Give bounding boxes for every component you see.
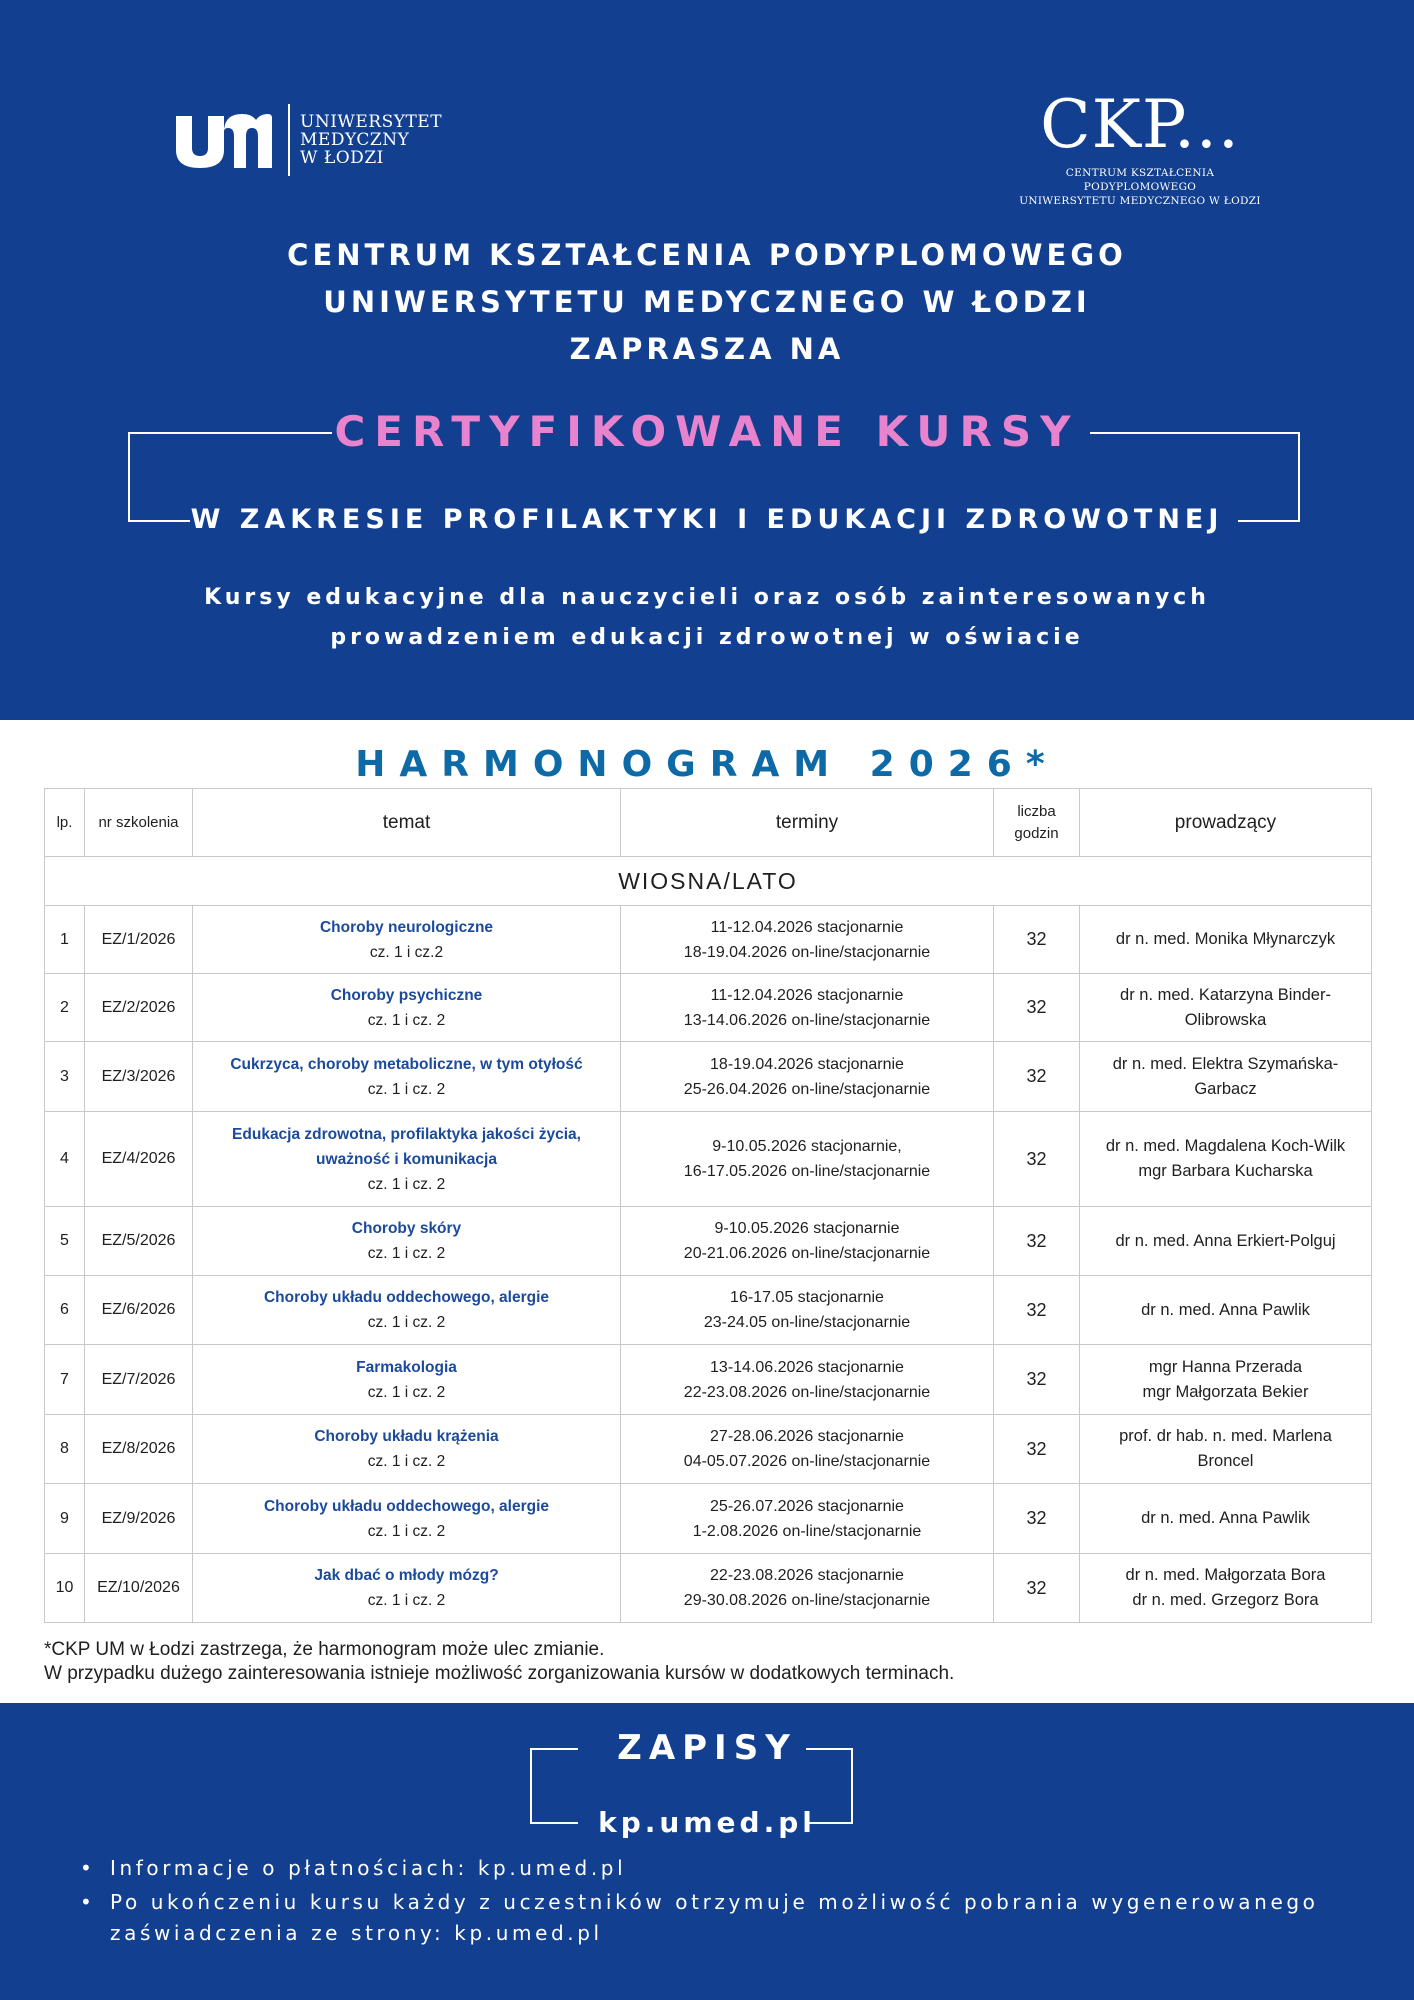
cell-lp: 7	[45, 1345, 85, 1415]
cell-nr: EZ/3/2026	[85, 1042, 193, 1112]
header-hours-line2: godzin	[1014, 824, 1059, 842]
topic-part: cz. 1 i cz. 2	[367, 1453, 446, 1470]
lead-line: Broncel	[1197, 1452, 1254, 1470]
table-row	[45, 906, 1372, 974]
cell-lead	[1080, 1207, 1372, 1276]
cell-hours: 32	[994, 974, 1080, 1042]
lead-line: mgr Małgorzata Bekier	[1142, 1382, 1309, 1401]
topic-part: cz. 1 i cz. 2	[367, 1080, 446, 1098]
table-row	[45, 1207, 1372, 1276]
cell-dates	[621, 906, 994, 974]
note-line: W przypadku dużego zainteresowania istnieje możliwość zorganizowania kursów w dodatkowych terminach.	[44, 1663, 955, 1684]
cell-lp: 2	[45, 974, 85, 1042]
cell-nr: EZ/5/2026	[85, 1207, 193, 1276]
cell-lead	[1080, 1484, 1372, 1554]
ckp-logo	[1008, 86, 1272, 208]
header-hours	[994, 789, 1080, 857]
topic-name: Choroby układu oddechowego, alergie	[263, 1289, 550, 1306]
info-item-certificate	[80, 1887, 1380, 1949]
date-line: 25-26.07.2026 stacjonarnie	[710, 1497, 904, 1515]
topic-name: Choroby skóry	[351, 1220, 462, 1237]
cell-lead	[1080, 906, 1372, 974]
cell-lp: 3	[45, 1042, 85, 1112]
cell-nr: EZ/2/2026	[85, 974, 193, 1042]
cell-dates	[621, 1276, 994, 1345]
cell-nr: EZ/10/2026	[85, 1554, 193, 1623]
cell-hours: 32	[994, 1112, 1080, 1207]
topic-name: Farmakologia	[356, 1358, 457, 1376]
cell-dates	[621, 1207, 994, 1276]
footer-banner	[0, 1703, 1414, 2000]
lead-line: Garbacz	[1194, 1079, 1257, 1098]
cell-hours: 32	[994, 906, 1080, 974]
cell-lead	[1080, 1112, 1372, 1207]
lead-line: dr n. med. Anna Pawlik	[1141, 1300, 1310, 1319]
um-logo-text	[300, 113, 442, 167]
cert-subtitle: W ZAKRESIE PROFILAKTYKI I EDUKACJI ZDROWOTNEJ	[190, 504, 1224, 535]
cell-lead	[1080, 1276, 1372, 1345]
topic-name: Cukrzyca, choroby metaboliczne, w tym otyłość	[230, 1055, 583, 1073]
cell-dates	[621, 1345, 994, 1415]
lead-line: dr n. med. Anna Pawlik	[1141, 1509, 1310, 1527]
date-line: 25-26.04.2026 on-line/stacjonarnie	[683, 1080, 931, 1098]
cell-topic	[193, 1345, 621, 1415]
cell-hours: 32	[994, 1042, 1080, 1112]
table-row	[45, 1554, 1372, 1623]
cell-lp: 8	[45, 1415, 85, 1484]
schedule-title: HARMONOGRAM 2026*	[355, 744, 1059, 785]
cell-lp: 10	[45, 1554, 85, 1623]
info-list	[80, 1853, 1380, 1952]
topic-name: Choroby układu krążenia	[314, 1428, 499, 1445]
cell-dates	[621, 1484, 994, 1554]
lead-line: dr n. med. Anna Erkiert-Polguj	[1115, 1231, 1336, 1250]
cell-dates	[621, 1415, 994, 1484]
um-logo-line3: W ŁODZI	[300, 148, 384, 168]
schedule-note	[44, 1638, 1374, 1686]
cell-nr: EZ/7/2026	[85, 1345, 193, 1415]
um-logo-divider	[288, 104, 290, 176]
date-line: 16-17.05.2026 on-line/stacjonarnie	[683, 1163, 931, 1180]
lead-line: Kursy edukacyjne dla nauczycieli oraz osób zainteresowanych	[204, 585, 1210, 610]
cell-nr: EZ/4/2026	[85, 1112, 193, 1207]
cell-hours: 32	[994, 1415, 1080, 1484]
cell-lead	[1080, 1554, 1372, 1623]
topic-name: Choroby układu oddechowego, alergie	[263, 1497, 550, 1515]
table-row	[45, 1345, 1372, 1415]
cell-topic	[193, 1112, 621, 1207]
table-header-row	[45, 789, 1372, 857]
table-row	[45, 974, 1372, 1042]
intro-heading	[0, 232, 1414, 373]
lead-line: dr n. med. Magdalena Koch-Wilk	[1105, 1137, 1346, 1155]
lead-line: dr n. med. Elektra Szymańska-	[1112, 1054, 1339, 1073]
cell-nr: EZ/8/2026	[85, 1415, 193, 1484]
table-row	[45, 1112, 1372, 1207]
note-line: *CKP UM w Łodzi zastrzega, że harmonogram może ulec zmianie.	[44, 1639, 605, 1660]
cell-topic	[193, 1207, 621, 1276]
topic-part: cz. 1 i cz. 2	[367, 1175, 446, 1193]
cell-lp: 1	[45, 906, 85, 974]
cell-dates	[621, 1042, 994, 1112]
um-logo-mark	[174, 110, 274, 170]
schedule-table	[44, 788, 1372, 1623]
table-row	[45, 1484, 1372, 1554]
topic-part: cz. 1 i cz. 2	[367, 1592, 446, 1609]
lead-line: dr n. med. Małgorzata Bora	[1125, 1566, 1326, 1584]
date-line: 11-12.04.2026 stacjonarnie	[710, 986, 904, 1004]
date-line: 23-24.05 on-line/stacjonarnie	[703, 1314, 911, 1331]
lead-text	[0, 578, 1414, 658]
header-hours-line1: liczba	[1017, 802, 1056, 820]
topic-name: uważność i komunikacja	[316, 1150, 497, 1168]
cell-lp: 4	[45, 1112, 85, 1207]
cert-title: CERTYFIKOWANE KURSY	[334, 407, 1080, 456]
date-line: 18-19.04.2026 on-line/stacjonarnie	[683, 943, 931, 961]
um-logo	[174, 104, 442, 176]
cell-nr: EZ/9/2026	[85, 1484, 193, 1554]
ckp-logo-sub1: CENTRUM KSZTAŁCENIA PODYPLOMOWEGO	[1065, 167, 1215, 193]
header-nr: nr szkolenia	[85, 789, 193, 857]
topic-part: cz. 1 i cz. 2	[367, 1245, 446, 1262]
cell-nr: EZ/6/2026	[85, 1276, 193, 1345]
date-line: 20-21.06.2026 on-line/stacjonarnie	[683, 1245, 931, 1262]
cell-topic	[193, 974, 621, 1042]
cell-hours: 32	[994, 1484, 1080, 1554]
table-row	[45, 1415, 1372, 1484]
date-line: 18-19.04.2026 stacjonarnie	[710, 1055, 904, 1073]
header-lp: lp.	[45, 789, 85, 857]
topic-name: Jak dbać o młody mózg?	[314, 1567, 499, 1584]
ckp-logo-sub2: UNIWERSYTETU MEDYCZNEGO W ŁODZI	[1019, 195, 1261, 207]
cell-dates	[621, 1554, 994, 1623]
frame-line	[806, 1748, 853, 1750]
topic-part: cz. 1 i cz. 2	[367, 1383, 446, 1401]
cell-hours: 32	[994, 1345, 1080, 1415]
signup-title: ZAPISY	[617, 1728, 797, 1768]
date-line: 9-10.05.2026 stacjonarnie,	[712, 1138, 902, 1155]
cell-topic	[193, 1484, 621, 1554]
topic-part: cz. 1 i cz. 2	[367, 1522, 446, 1540]
cell-dates	[621, 974, 994, 1042]
signup-url[interactable]: kp.umed.pl	[598, 1806, 816, 1839]
cell-topic	[193, 906, 621, 974]
intro-line: CENTRUM KSZTAŁCENIA PODYPLOMOWEGO	[287, 238, 1127, 272]
lead-line: prowadzeniem edukacji zdrowotnej w oświacie	[330, 625, 1084, 650]
um-logo-line1: UNIWERSYTET	[300, 112, 443, 132]
header-topic: temat	[193, 789, 621, 857]
lead-line: dr n. med. Monika Młynarczyk	[1115, 930, 1336, 948]
cell-lead	[1080, 1042, 1372, 1112]
date-line: 11-12.04.2026 stacjonarnie	[710, 918, 904, 936]
date-line: 9-10.05.2026 stacjonarnie	[714, 1220, 900, 1237]
intro-line: ZAPRASZA NA	[569, 332, 845, 366]
date-line: 22-23.08.2026 on-line/stacjonarnie	[683, 1383, 931, 1401]
date-line: 16-17.05 stacjonarnie	[730, 1289, 884, 1306]
date-line: 1-2.08.2026 on-line/stacjonarnie	[692, 1522, 922, 1540]
cell-nr: EZ/1/2026	[85, 906, 193, 974]
cell-lead	[1080, 1415, 1372, 1484]
date-line: 29-30.08.2026 on-line/stacjonarnie	[683, 1592, 931, 1609]
frame-line	[530, 1748, 578, 1750]
topic-part: cz. 1 i cz.2	[369, 943, 444, 961]
lead-line: prof. dr hab. n. med. Marlena	[1119, 1427, 1332, 1445]
cell-hours: 32	[994, 1554, 1080, 1623]
intro-line: UNIWERSYTETU MEDYCZNEGO W ŁODZI	[323, 285, 1091, 319]
cell-topic	[193, 1554, 621, 1623]
date-line: 27-28.06.2026 stacjonarnie	[710, 1428, 904, 1445]
cell-lead	[1080, 1345, 1372, 1415]
lead-line: mgr Barbara Kucharska	[1138, 1162, 1313, 1180]
cell-lp: 6	[45, 1276, 85, 1345]
topic-part: cz. 1 i cz. 2	[367, 1011, 446, 1029]
cell-lp: 5	[45, 1207, 85, 1276]
header-banner	[0, 0, 1414, 720]
cell-dates	[621, 1112, 994, 1207]
date-line: 13-14.06.2026 stacjonarnie	[710, 1358, 904, 1376]
lead-line: dr n. med. Grzegorz Bora	[1132, 1591, 1319, 1609]
info-certificate-line1: • Po ukończeniu kursu każdy z uczestników otrzymuje możliwość pobrania wygenerowanego	[110, 1890, 1319, 1914]
lead-line: mgr Hanna Przerada	[1148, 1357, 1303, 1376]
date-line: 22-23.08.2026 stacjonarnie	[710, 1567, 904, 1584]
topic-name: Choroby neurologiczne	[319, 918, 494, 936]
topic-name: Edukacja zdrowotna, profilaktyka jakości życia,	[232, 1125, 581, 1143]
season-row	[45, 857, 1372, 906]
topic-name: Choroby psychiczne	[330, 986, 483, 1004]
um-logo-line2: MEDYCZNY	[300, 130, 410, 150]
cell-hours: 32	[994, 1207, 1080, 1276]
cell-topic	[193, 1415, 621, 1484]
table-row	[45, 1276, 1372, 1345]
cell-topic	[193, 1276, 621, 1345]
ckp-logo-subtitle	[1008, 166, 1272, 208]
table-row	[45, 1042, 1372, 1112]
season-label: WIOSNA/LATO	[45, 857, 1372, 906]
cell-lead	[1080, 974, 1372, 1042]
cell-lp: 9	[45, 1484, 85, 1554]
header-lead: prowadzący	[1080, 789, 1372, 857]
cell-hours: 32	[994, 1276, 1080, 1345]
header-dates: terminy	[621, 789, 994, 857]
topic-part: cz. 1 i cz. 2	[367, 1314, 446, 1331]
date-line: 13-14.06.2026 on-line/stacjonarnie	[683, 1011, 931, 1029]
info-certificate-line2: zaświadczenia ze strony: kp.umed.pl	[110, 1921, 603, 1945]
lead-line: dr n. med. Katarzyna Binder-	[1120, 985, 1331, 1004]
lead-line: Olibrowska	[1184, 1010, 1267, 1029]
info-item-payment: • Informacje o płatnościach: kp.umed.pl	[80, 1853, 1380, 1884]
date-line: 04-05.07.2026 on-line/stacjonarnie	[683, 1453, 931, 1470]
cell-topic	[193, 1042, 621, 1112]
ckp-logo-mark: CKP...	[1040, 86, 1240, 163]
